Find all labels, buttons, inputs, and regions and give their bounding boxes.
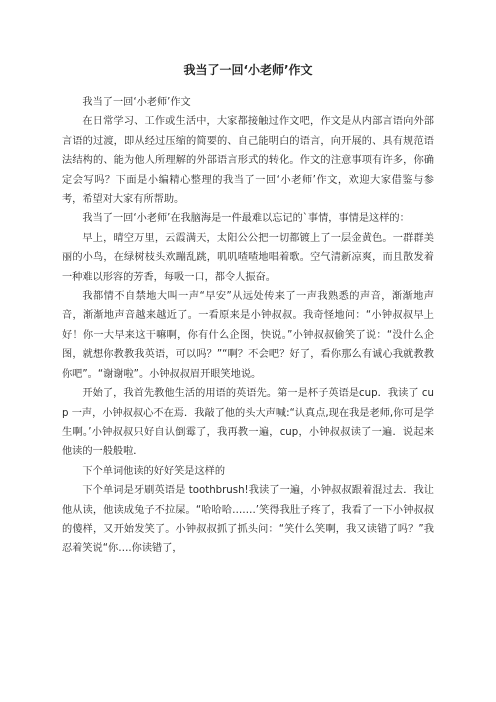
document-body <box>62 93 434 559</box>
paragraph: 下个单词他读的好好笑是这样的 <box>82 465 226 477</box>
paragraph: 我都情不自禁地大叫一声“早安”从远处传来了一声我熟悉的声音，渐渐地声音，渐渐地声音越来越近了。一看原来是小钟叔叔。我奇怪地问：“小钟叔叔早上好！你一大早来这干嘛啊，你有什么企图，快说。”小钟叔叔偷笑了说：“没什么企图，就想你教教我英语，可以吗？”“啊？不会吧？好了，看你那么有诚心我就教教你吧”。“谢谢啦”。小钟叔叔眉开眼笑地说。 <box>62 291 434 380</box>
paragraph: 我当了一回‘小老师’作文 <box>82 97 191 108</box>
paragraph: 我当了一回‘小老师’在我脑海是一件最难以忘记的`事情，事情是这样的： <box>82 213 410 225</box>
paragraph: 在日常学习、工作或生活中，大家都接触过作文吧，作文是从内部言语向外部言语的过渡，即从经过压缩的简要的、自己能明白的语言，向开展的、具有规范语法结构的、能为他人所理解的外部语言形式的转化。作文的注意事项有许多，你确定会写吗？下面是小编精心整理的我当了一回‘小老师’作文，欢迎大家借鉴与参考，希望对大家有所帮助。 <box>62 116 434 206</box>
paragraph: 早上，晴空万里，云霞满天，太阳公公把一切都镀上了一层金黄色。一群群美丽的小鸟，在绿树枝头欢蹦乱跳，叽叽喳喳地唱着歌。空气清新凉爽，而且散发着一种难以形容的芳香，每吸一口，都令人振奋。 <box>62 232 434 283</box>
document-title: 我当了一回‘小老师’作文 <box>183 63 313 77</box>
paragraph: 开始了，我首先教他生活的用语的英语先。第一是杯子英语是cup．我读了 cup 一声，小钟叔叔心不在焉．我敲了他的头大声喊:“认真点,现在我是老师,你可是学生啊。’小钟叔叔只好自认倒霉了，我再教一遍，cup，小钟叔叔读了一遍．说起来他读的一般般啦． <box>62 388 434 458</box>
paragraph: 下个单词是牙刷英语是 toothbrush!我读了一遍，小钟叔叔跟着混过去．我让他从读，他读成兔子不拉屎。“哈哈哈…….’笑得我肚子疼了，我看了一下小钟叔叔的傻样，又开始发笑了。小钟叔叔抓了抓头问：“笑什么笑啊，我又读错了吗？”我忍着笑说“你….你读错了， <box>62 485 434 555</box>
